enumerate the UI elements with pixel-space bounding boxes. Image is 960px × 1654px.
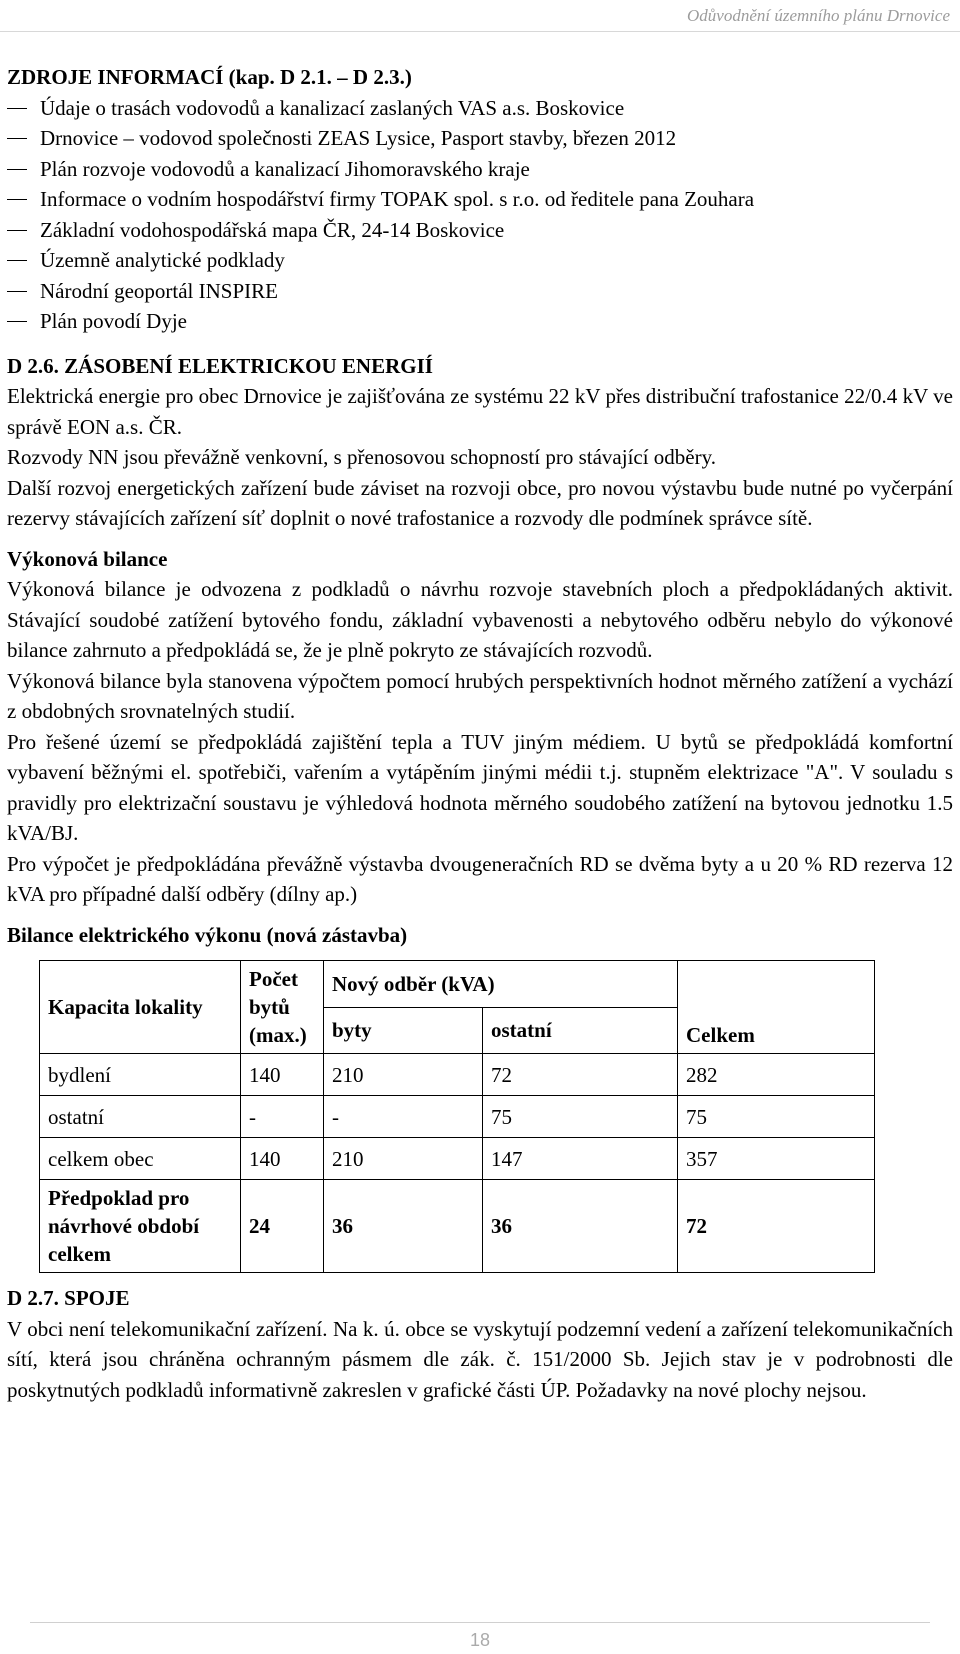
cell-byty: - [324, 1096, 483, 1138]
power-balance-table [39, 960, 875, 1273]
balance-heading: Výkonová bilance [7, 546, 168, 571]
row-label: ostatní [40, 1096, 241, 1138]
table-row [40, 1138, 875, 1180]
list-item: Plán povodí Dyje [7, 306, 953, 337]
page-content [7, 62, 953, 1405]
energy-paragraph-1: Elektrická energie pro obec Drnovice je zajišťována ze systému 22 kV přes distribuční trafostanice 22/0.4 kV ve správě EON a.s. ČR. [7, 384, 953, 439]
list-item: Údaje o trasách vodovodů a kanalizací zaslaných VAS a.s. Boskovice [7, 93, 953, 124]
table-header-row [40, 961, 875, 1008]
cell-count: 140 [241, 1054, 324, 1096]
table-title: Bilance elektrického výkonu (nová zástavba) [7, 922, 408, 947]
cell-byty: 210 [324, 1138, 483, 1180]
cell-total: 357 [678, 1138, 875, 1180]
cell-ostatni: 147 [483, 1138, 678, 1180]
table-row-total [40, 1180, 875, 1273]
cell-ostatni: 36 [483, 1180, 678, 1273]
cell-count: - [241, 1096, 324, 1138]
list-item: Národní geoportál INSPIRE [7, 276, 953, 307]
table-row [40, 1096, 875, 1138]
energy-heading: D 2.6. ZÁSOBENÍ ELEKTRICKOU ENERGIÍ [7, 353, 433, 378]
page-number: 18 [469, 1630, 491, 1650]
sources-heading: ZDROJE INFORMACÍ (kap. D 2.1. – D 2.3.) [7, 65, 412, 89]
cell-total: 72 [678, 1180, 875, 1273]
energy-paragraph-2: Rozvody NN jsou převážně venkovní, s přenosovou schopností pro stávající odběry. [7, 445, 717, 469]
list-item: Informace o vodním hospodářství firmy TOPAK spol. s r.o. od ředitele pana Zouhara [7, 184, 953, 215]
cell-ostatni: 75 [483, 1096, 678, 1138]
col-header-total: Celkem [678, 961, 875, 1054]
list-item: Drnovice – vodovod společnosti ZEAS Lysice, Pasport stavby, březen 2012 [7, 123, 953, 154]
list-item: Plán rozvoje vodovodů a kanalizací Jihomoravského kraje [7, 154, 953, 185]
running-header: Odůvodnění územního plánu Drnovice [687, 6, 950, 25]
balance-paragraph-3: Pro řešené území se předpokládá zajištění tepla a TUV jiným médiem. U bytů se předpokládá komfortní vybavení běžnými el. spotřebiči, vařením a vytápěním jinými médii t.j. stupněm elektrizace "A". V souladu s pravidly pro elektrizační soustavu je výhledová hodnota měrného soudobého zatížení na bytovou jednotku 1.5 kVA/BJ. [7, 729, 953, 845]
col-header-capacity: Kapacita lokality [40, 961, 241, 1054]
cell-byty: 36 [324, 1180, 483, 1273]
row-label: Předpoklad pro návrhové období celkem [40, 1180, 241, 1273]
comm-paragraph-1: V obci není telekomunikační zařízení. Na k. ú. obce se vyskytují podzemní vedení a zařízení telekomunikačních sítí, která jsou chráněna ochranným pásmem dle zák. č. 151/2000 Sb. Jejich stav je v podrobnosti dle poskytnutých podkladů informativně zakreslen v grafické části ÚP. Požadavky na nové plochy nejsou. [7, 1316, 953, 1402]
cell-ostatni: 72 [483, 1054, 678, 1096]
col-header-ostatni: ostatní [483, 1007, 678, 1054]
row-label: bydlení [40, 1054, 241, 1096]
energy-paragraph-3: Další rozvoj energetických zařízení bude záviset na rozvoji obce, pro novou výstavbu bude nutné po vyčerpání rezervy stávajících zařízení síť doplnit o nové trafostanice a rozvody dle podmínek správce sítě. [7, 475, 953, 530]
col-header-new-load: Nový odběr (kVA) [324, 961, 678, 1008]
col-header-count: Počet bytů (max.) [241, 961, 324, 1054]
col-header-byty: byty [324, 1007, 483, 1054]
footer-divider [30, 1622, 930, 1623]
cell-total: 75 [678, 1096, 875, 1138]
balance-paragraph-1: Výkonová bilance je odvozena z podkladů o návrhu rozvoje stavebních ploch a předpokládaných aktivit. Stávající soudobé zatížení bytového fondu, základní vybavenosti a nebytového odběru nebylo do výkonové bilance zahrnuto a předpokládá se, že je plně pokryto ze stávajících rozvodů. [7, 577, 953, 662]
header-divider [0, 31, 960, 32]
comm-heading: D 2.7. SPOJE [7, 1286, 130, 1310]
cell-count: 24 [241, 1180, 324, 1273]
cell-count: 140 [241, 1138, 324, 1180]
sources-list [7, 93, 953, 337]
list-item: Územně analytické podklady [7, 245, 953, 276]
cell-byty: 210 [324, 1054, 483, 1096]
balance-paragraph-4: Pro výpočet je předpokládána převážně výstavba dvougeneračních RD se dvěma byty a u 20 % RD rezerva 12 kVA pro případné další odběry (dílny ap.) [7, 851, 953, 906]
cell-total: 282 [678, 1054, 875, 1096]
list-item: Základní vodohospodářská mapa ČR, 24-14 Boskovice [7, 215, 953, 246]
balance-paragraph-2: Výkonová bilance byla stanovena výpočtem pomocí hrubých perspektivních hodnot měrného zatížení a vychází z obdobných srovnatelných studií. [7, 668, 953, 723]
table-row [40, 1054, 875, 1096]
row-label: celkem obec [40, 1138, 241, 1180]
